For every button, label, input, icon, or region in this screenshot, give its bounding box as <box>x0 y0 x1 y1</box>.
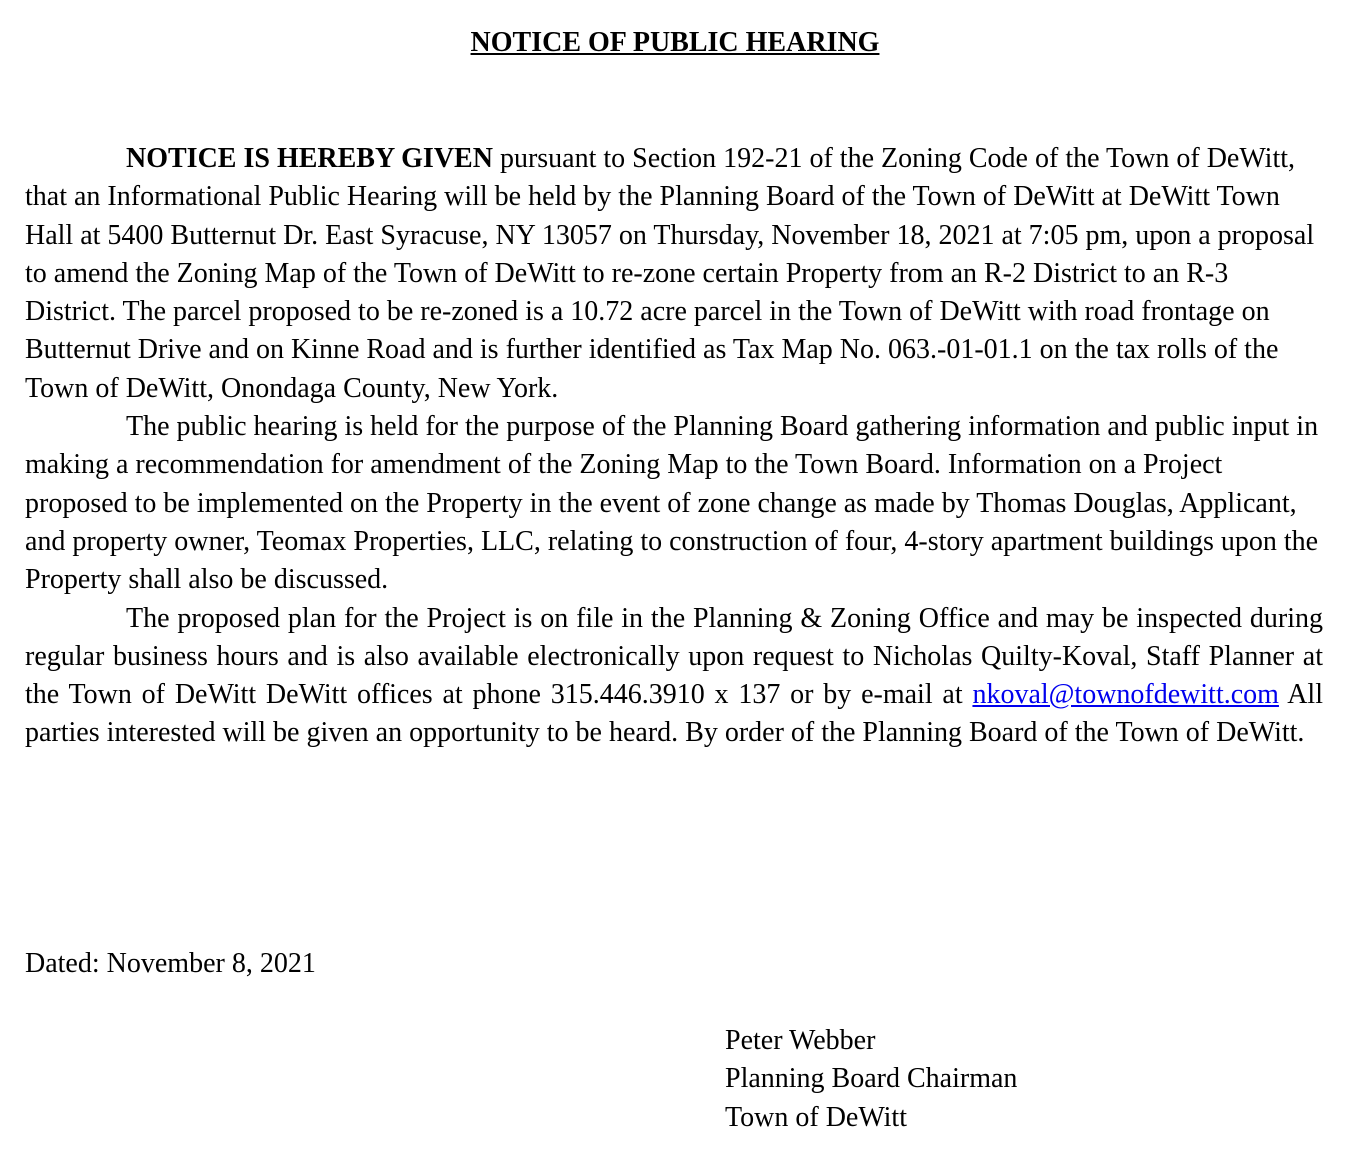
paragraph-3 <box>25 600 1323 753</box>
signature-name: Peter Webber <box>725 1025 876 1056</box>
dated-line: Dated: November 8, 2021 <box>25 948 316 979</box>
signature-title: Planning Board Chairman <box>725 1063 1018 1095</box>
notice-body <box>25 140 1323 753</box>
paragraph-3-text-after: All parties interested will be given an opportunity to be heard. By order of the Planning Board of the Town of DeWitt. <box>25 679 1323 749</box>
paragraph-1-text: pursuant to Section 192-21 of the Zoning Code of the Town of DeWitt, that an Informational Public Hearing will be held by the Planning Board of the Town of DeWitt at DeWitt Town Hall at 5400 Butternut Dr. East Syracuse, NY 13057 on Thursday, November 18, 2021 at 7:05 pm, upon a proposal to amend the Zoning Map of the Town of DeWitt to re-zone certain Property from an R-2 District to an R-3 District. The parcel proposed to be re-zoned is a 10.72 acre parcel in the Town of DeWitt with road frontage on Butternut Drive and on Kinne Road and is further identified as Tax Map No. 063.-01-01.1 on the tax rolls of the Town of DeWitt, Onondaga County, New York. <box>25 143 1315 404</box>
paragraph-1-lead: NOTICE IS HEREBY GIVEN <box>126 143 493 174</box>
signature-block <box>725 1022 1017 1137</box>
paragraph-3-text-before: The proposed plan for the Project is on file in the Planning & Zoning Office and may be inspected during regular business hours and is also available electronically upon request to Nicholas Quilty-Koval, Staff Planner at the Town of DeWitt DeWitt offices at phone 315.446.3910 x 137 or by e-mail at <box>25 602 1323 711</box>
paragraph-1 <box>25 140 1323 408</box>
notice-title: NOTICE OF PUBLIC HEARING <box>470 27 880 58</box>
email-link[interactable]: nkoval@townofdewitt.com <box>972 679 1279 711</box>
signature-organization: Town of DeWitt <box>725 1101 907 1133</box>
paragraph-2: The public hearing is held for the purpose of the Planning Board gathering information and public input in making a recommendation for amendment of the Zoning Map to the Town Board. Information on a Project proposed to be implemented on the Property in the event of zone change as made by Thomas Douglas, Applicant, and property owner, Teomax Properties, LLC, relating to construction of four, 4-story apartment buildings upon the Property shall also be discussed. <box>25 411 1319 596</box>
